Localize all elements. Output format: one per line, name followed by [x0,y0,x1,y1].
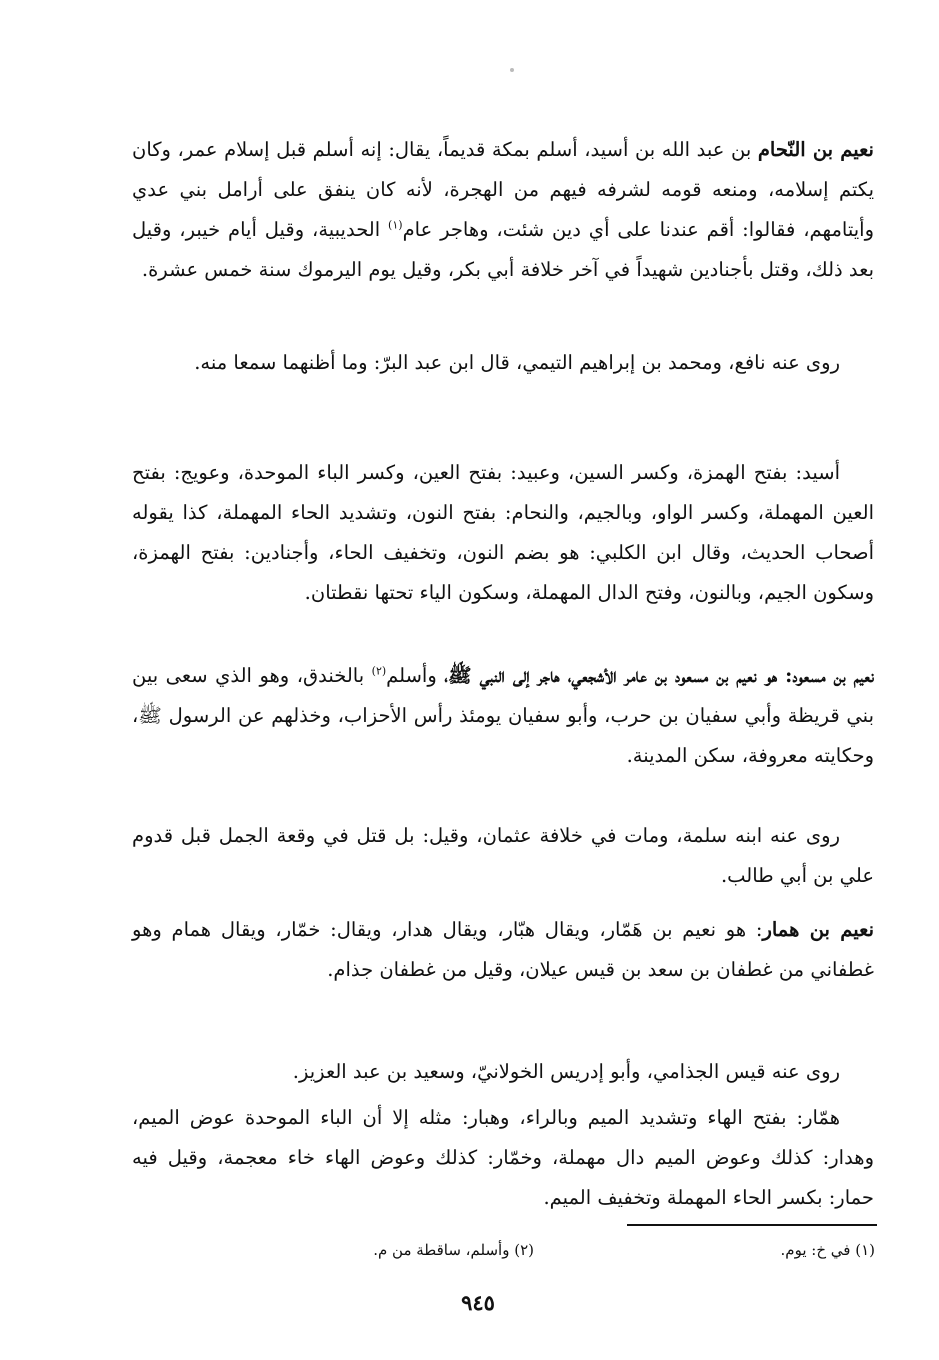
entry-naim-ibn-al-nahham [132,130,874,290]
entry-text-continued: بالخندق، وهو الذي سعى بين بني قريظة وأبي سفيان بن حرب، وأبو سفيان يومئذ رأس الأحزاب، وخذلهم عن الرسول ﷺ، وحكايته معروفة، سكن المدينة. [132,664,874,767]
entry-narrators-paragraph: روى عنه نافع، ومحمد بن إبراهيم التيمي، قال ابن عبد البرّ: وما أظنهما سمعا منه. [194,351,840,374]
footnote-divider [627,1224,877,1226]
entry-naim-ibn-masud [132,656,874,776]
entry-narrators-paragraph: روى عنه قيس الجذامي، وأبو إدريس الخولانيّ، وسعيد بن عبد العزيز. [292,1060,840,1083]
page-number: ٩٤٥ [461,1290,495,1315]
spelling-paragraph: أسيد: بفتح الهمزة، وكسر السين، وعبيد: بفتح العين، وكسر الباء الموحدة، وعويج: بفتح العين المهملة، وكسر الواو، وبالجيم، والنحام: بفتح النون، وتشديد الحاء المهملة، كذا يقوله أصحاب الحديث، وقال ابن الكلبي: هو بضم النون، وتخفيف الحاء، وأجنادين: بفتح الهمزة، وسكون الجيم، وبالنون، وفتح الدال المهملة، وسكون الياء تحتها نقطتان. [132,461,874,604]
entry-text: وأسلم [386,664,445,687]
footnote-ref: (١) [388,218,403,232]
footnote-1: (١) في خ: يوم. [780,1241,875,1259]
entry-narrators-paragraph: روى عنه ابنه سلمة، ومات في خلافة عثمان، وقيل: بل قتل في وقعة الجمل قبل قدوم علي بن أبي طالب. [132,824,874,887]
entry-naim-ibn-hammar [132,910,874,990]
scan-mark [510,68,514,72]
entry-heading: نعيم بن همار [762,918,874,941]
spelling-paragraph: همّار: بفتح الهاء وتشديد الميم وبالراء، وهبار: مثله إلا أن الباء الموحدة عوض الميم، وهدار: كذلك وعوض الميم دال مهملة، وخمّار: كذلك وعوض الهاء خاء معجمة، وقيل فيه حمار: بكسر الحاء المهملة وتخفيف الميم. [132,1106,874,1209]
entry-text-continued: الحديبية، وقيل أيام خيبر، وقيل بعد ذلك، وقتل بأجنادين شهيداً في آخر خلافة أبي بكر، وقيل يوم اليرموك سنة خمس عشرة. [132,218,874,281]
entry-text: : هو نعيم بن هَمّار، ويقال هبّار، ويقال هدار، ويقال: خمّار، ويقال همام وهو غطفاني من غطفان بن سعد بن قيس عيلان، وقيل من غطفان جذام. [132,918,874,981]
entry-text: بن عبد الله بن أسيد، أسلم بمكة قديماً، يقال: إنه أسلم قبل إسلام عمر، وكان يكتم إسلامه، ومنعه قومه لشرفه فيهم من الهجرة، لأنه كان ينفق على أرامل بني عدي وأيتامهم، فقالوا: أقم عندنا على أي دين شئت، وهاجر عام [132,138,874,241]
entry-heading: نعيم بن مسعود: هو نعيم بن مسعود بن عامر الأشجعي، هاجر إلى النبي ﷺ، [444,664,874,687]
footnote-ref: (٢) [371,664,387,678]
footnote-2: (٢) وأسلم، ساقطة من م. [373,1241,534,1259]
entry-heading: نعيم بن النّحام [757,138,874,161]
